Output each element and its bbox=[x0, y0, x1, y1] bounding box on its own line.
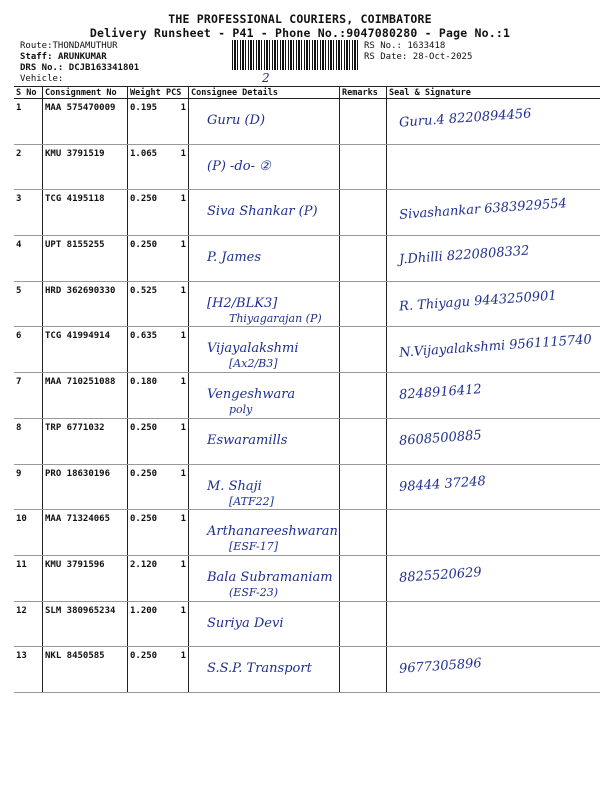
row-remarks bbox=[340, 647, 387, 693]
row-sno: 8 bbox=[14, 418, 43, 464]
table-row bbox=[14, 373, 600, 419]
pen-mark: 2 bbox=[262, 71, 270, 85]
row-pcs: 1 bbox=[164, 464, 189, 510]
row-sno: 2 bbox=[14, 144, 43, 190]
consignee-handwriting-line2: Thiyagarajan (P) bbox=[229, 311, 322, 325]
consignee-handwriting: [H2/BLK3] bbox=[207, 295, 278, 311]
row-consignment-no: KMU 3791596 bbox=[43, 555, 128, 601]
row-pcs: 1 bbox=[164, 236, 189, 282]
row-signature bbox=[387, 647, 600, 693]
row-weight: 1.065 bbox=[128, 144, 165, 190]
table-row bbox=[14, 144, 600, 190]
rs-date-line bbox=[364, 51, 472, 63]
row-consignment-no: PRO 18630196 bbox=[43, 464, 128, 510]
consignee-handwriting: Bala Subramaniam bbox=[207, 569, 333, 585]
runsheet-table bbox=[14, 86, 600, 693]
row-consignee-details bbox=[189, 327, 340, 373]
table-row bbox=[14, 190, 600, 236]
table-row bbox=[14, 555, 600, 601]
consignee-handwriting: (P) -do- ② bbox=[207, 158, 271, 174]
row-sno: 3 bbox=[14, 190, 43, 236]
row-remarks bbox=[340, 464, 387, 510]
consignee-handwriting: Guru (D) bbox=[207, 113, 266, 128]
signature-handwriting: Guru.4 8220894456 bbox=[398, 106, 532, 131]
rs-date-value: 28-Oct-2025 bbox=[412, 52, 473, 62]
row-pcs: 1 bbox=[164, 190, 189, 236]
row-sno: 7 bbox=[14, 373, 43, 419]
row-signature bbox=[387, 510, 600, 556]
row-consignment-no: MAA 710251088 bbox=[43, 373, 128, 419]
table-row bbox=[14, 99, 600, 145]
row-weight: 0.180 bbox=[128, 373, 165, 419]
row-pcs: 1 bbox=[164, 647, 189, 693]
row-consignment-no: TRP 6771032 bbox=[43, 418, 128, 464]
row-pcs: 1 bbox=[164, 373, 189, 419]
row-consignment-no: KMU 3791519 bbox=[43, 144, 128, 190]
table-row bbox=[14, 418, 600, 464]
row-remarks bbox=[340, 99, 387, 145]
consignee-handwriting: Siva Shankar (P) bbox=[207, 204, 318, 220]
signature-handwriting: 9677305896 bbox=[398, 656, 483, 678]
staff-value: ARUNKUMAR bbox=[57, 52, 107, 62]
row-consignment-no: SLM 380965234 bbox=[43, 601, 128, 647]
table-row bbox=[14, 464, 600, 510]
row-consignee-details bbox=[189, 647, 340, 693]
row-consignee-details bbox=[189, 373, 340, 419]
row-sno: 9 bbox=[14, 464, 43, 510]
table-row bbox=[14, 647, 600, 693]
col-consignment: Consignment No bbox=[43, 87, 128, 99]
row-consignee-details bbox=[189, 190, 340, 236]
row-remarks bbox=[340, 144, 387, 190]
row-consignee-details bbox=[189, 601, 340, 647]
row-consignee-details bbox=[189, 555, 340, 601]
row-remarks bbox=[340, 190, 387, 236]
row-remarks bbox=[340, 555, 387, 601]
row-remarks bbox=[340, 601, 387, 647]
row-weight: 0.195 bbox=[128, 99, 165, 145]
row-consignee-details bbox=[189, 99, 340, 145]
col-pcs: PCS bbox=[164, 87, 189, 99]
col-remarks: Remarks bbox=[340, 87, 387, 99]
row-consignee-details bbox=[189, 510, 340, 556]
rs-no-value: 1633418 bbox=[407, 41, 446, 51]
row-pcs: 1 bbox=[164, 601, 189, 647]
row-consignment-no: UPT 8155255 bbox=[43, 236, 128, 282]
row-sno: 1 bbox=[14, 99, 43, 145]
row-pcs: 1 bbox=[164, 99, 189, 145]
staff-label: Staff: bbox=[20, 52, 53, 62]
table-row bbox=[14, 236, 600, 282]
row-consignment-no: MAA 575470009 bbox=[43, 99, 128, 145]
table-row bbox=[14, 281, 600, 327]
row-consignee-details bbox=[189, 418, 340, 464]
row-remarks bbox=[340, 418, 387, 464]
signature-handwriting: Sivashankar 6383929554 bbox=[398, 196, 568, 224]
consignee-handwriting-line2: [ATF22] bbox=[229, 494, 274, 508]
row-weight: 0.250 bbox=[128, 510, 165, 556]
col-consignee: Consignee Details bbox=[189, 87, 340, 99]
consignee-handwriting: S.S.P. Transport bbox=[207, 661, 312, 677]
row-weight: 2.120 bbox=[128, 555, 165, 601]
row-sno: 4 bbox=[14, 236, 43, 282]
row-sno: 5 bbox=[14, 281, 43, 327]
row-signature bbox=[387, 418, 600, 464]
row-consignment-no: MAA 71324065 bbox=[43, 510, 128, 556]
consignee-handwriting-line2: (ESF-23) bbox=[229, 585, 279, 599]
barcode bbox=[232, 40, 360, 70]
row-weight: 0.250 bbox=[128, 647, 165, 693]
consignee-handwriting: P. James bbox=[207, 250, 262, 266]
row-weight: 0.635 bbox=[128, 327, 165, 373]
row-signature bbox=[387, 236, 600, 282]
col-weight: Weight bbox=[128, 87, 165, 99]
row-signature bbox=[387, 464, 600, 510]
row-signature bbox=[387, 190, 600, 236]
row-remarks bbox=[340, 281, 387, 327]
row-pcs: 1 bbox=[164, 418, 189, 464]
row-signature bbox=[387, 555, 600, 601]
consignee-handwriting: Arthanareeshwaran bbox=[207, 524, 338, 540]
row-consignee-details bbox=[189, 144, 340, 190]
rs-no-label: RS No.: bbox=[364, 41, 402, 51]
consignee-handwriting-line2: [Ax2/B3] bbox=[229, 357, 278, 371]
row-consignment-no: TCG 41994914 bbox=[43, 327, 128, 373]
signature-handwriting: 8608500885 bbox=[398, 427, 483, 449]
row-remarks bbox=[340, 236, 387, 282]
row-remarks bbox=[340, 510, 387, 556]
row-weight: 0.250 bbox=[128, 190, 165, 236]
row-weight: 0.250 bbox=[128, 236, 165, 282]
consignee-handwriting: Eswaramills bbox=[207, 432, 288, 448]
consignee-handwriting: Suriya Devi bbox=[207, 615, 284, 631]
row-remarks bbox=[340, 327, 387, 373]
row-signature bbox=[387, 601, 600, 647]
row-sno: 11 bbox=[14, 555, 43, 601]
vehicle-label: Vehicle: bbox=[20, 74, 64, 84]
row-weight: 0.525 bbox=[128, 281, 165, 327]
row-sno: 10 bbox=[14, 510, 43, 556]
route-value: THONDAMUTHUR bbox=[52, 41, 118, 51]
signature-handwriting: R. Thiyagu 9443250901 bbox=[398, 288, 558, 315]
row-consignee-details bbox=[189, 236, 340, 282]
row-signature bbox=[387, 327, 600, 373]
consignee-handwriting-line2: [ESF-17] bbox=[229, 540, 279, 554]
signature-handwriting: J.Dhilli 8220808332 bbox=[398, 243, 530, 268]
table-row bbox=[14, 327, 600, 373]
row-weight: 0.250 bbox=[128, 418, 165, 464]
row-sno: 6 bbox=[14, 327, 43, 373]
signature-handwriting: 8248916412 bbox=[398, 382, 483, 403]
row-weight: 1.200 bbox=[128, 601, 165, 647]
table-header-row bbox=[14, 87, 600, 99]
row-pcs: 1 bbox=[164, 510, 189, 556]
consignee-handwriting: Vijayalakshmi bbox=[207, 341, 299, 357]
signature-handwriting: 8825520629 bbox=[398, 565, 483, 586]
row-sno: 13 bbox=[14, 647, 43, 693]
row-consignee-details bbox=[189, 281, 340, 327]
row-pcs: 1 bbox=[164, 555, 189, 601]
rs-date-label: RS Date: bbox=[364, 52, 408, 62]
consignee-handwriting-line2: poly bbox=[229, 403, 253, 417]
row-signature bbox=[387, 281, 600, 327]
row-consignment-no: TCG 4195118 bbox=[43, 190, 128, 236]
consignee-handwriting: M. Shaji bbox=[207, 478, 262, 494]
signature-handwriting: N.Vijayalakshmi 9561115740 bbox=[398, 332, 593, 362]
col-sno: S No bbox=[14, 87, 43, 99]
row-pcs: 1 bbox=[164, 327, 189, 373]
company-title: THE PROFESSIONAL COURIERS, COIMBATORE bbox=[168, 12, 432, 26]
row-pcs: 1 bbox=[164, 281, 189, 327]
table-row bbox=[14, 601, 600, 647]
row-consignee-details bbox=[189, 464, 340, 510]
table-row bbox=[14, 510, 600, 556]
row-consignment-no: NKL 8450585 bbox=[43, 647, 128, 693]
row-sno: 12 bbox=[14, 601, 43, 647]
vehicle-line bbox=[20, 73, 63, 85]
row-pcs: 1 bbox=[164, 144, 189, 190]
row-remarks bbox=[340, 373, 387, 419]
row-signature bbox=[387, 144, 600, 190]
drs-label: DRS No.: bbox=[20, 63, 64, 73]
col-signature: Seal & Signature bbox=[387, 87, 600, 99]
row-signature bbox=[387, 99, 600, 145]
runsheet-subtitle: Delivery Runsheet - P41 - Phone No.:9047080280 - Page No.:1 bbox=[89, 26, 511, 40]
row-weight: 0.250 bbox=[128, 464, 165, 510]
consignee-handwriting: Vengeshwara bbox=[207, 387, 296, 403]
row-consignment-no: HRD 362690330 bbox=[43, 281, 128, 327]
drs-value: DCJB163341801 bbox=[68, 63, 140, 73]
row-signature bbox=[387, 373, 600, 419]
signature-handwriting: 98444 37248 bbox=[398, 473, 487, 495]
route-label: Route: bbox=[20, 41, 53, 51]
